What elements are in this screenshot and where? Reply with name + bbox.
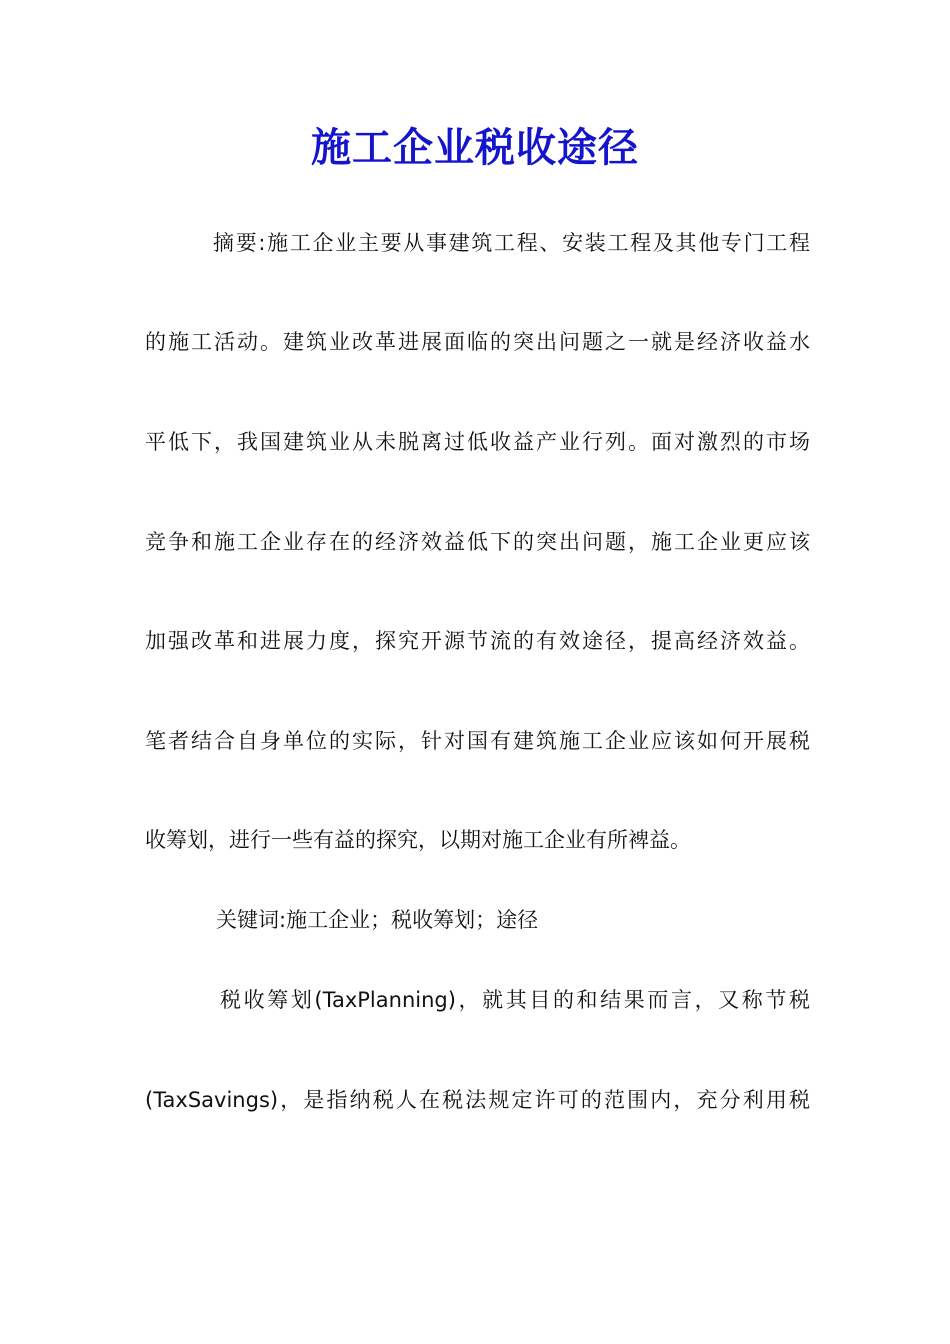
document-title: 施工企业税收途径 xyxy=(311,124,639,171)
abstract-line-7: 收筹划，进行一些有益的探究，以期对施工企业有所裨益。 xyxy=(145,828,691,852)
abstract-line-3: 平低下，我国建筑业从未脱离过低收益产业行列。面对激烈的市场 xyxy=(145,430,810,454)
body-line-2: (TaxSavings)，是指纳税人在税法规定许可的范围内，充分利用税 xyxy=(145,1088,810,1112)
abstract-line-4: 竞争和施工企业存在的经济效益低下的突出问题，施工企业更应该 xyxy=(145,530,810,554)
body-line-1: 税收筹划(TaxPlanning)，就其目的和结果而言，又称节税 xyxy=(220,988,810,1012)
keywords-line: 关键词:施工企业；税收筹划；途径 xyxy=(216,908,539,932)
abstract-line-1: 摘要:施工企业主要从事建筑工程、安装工程及其他专门工程 xyxy=(213,231,810,255)
abstract-line-2: 的施工活动。建筑业改革进展面临的突出问题之一就是经济收益水 xyxy=(145,330,810,354)
abstract-line-6: 笔者结合自身单位的实际，针对国有建筑施工企业应该如何开展税 xyxy=(145,729,810,753)
abstract-line-5: 加强改革和进展力度，探究开源节流的有效途径，提高经济效益。 xyxy=(145,629,810,653)
